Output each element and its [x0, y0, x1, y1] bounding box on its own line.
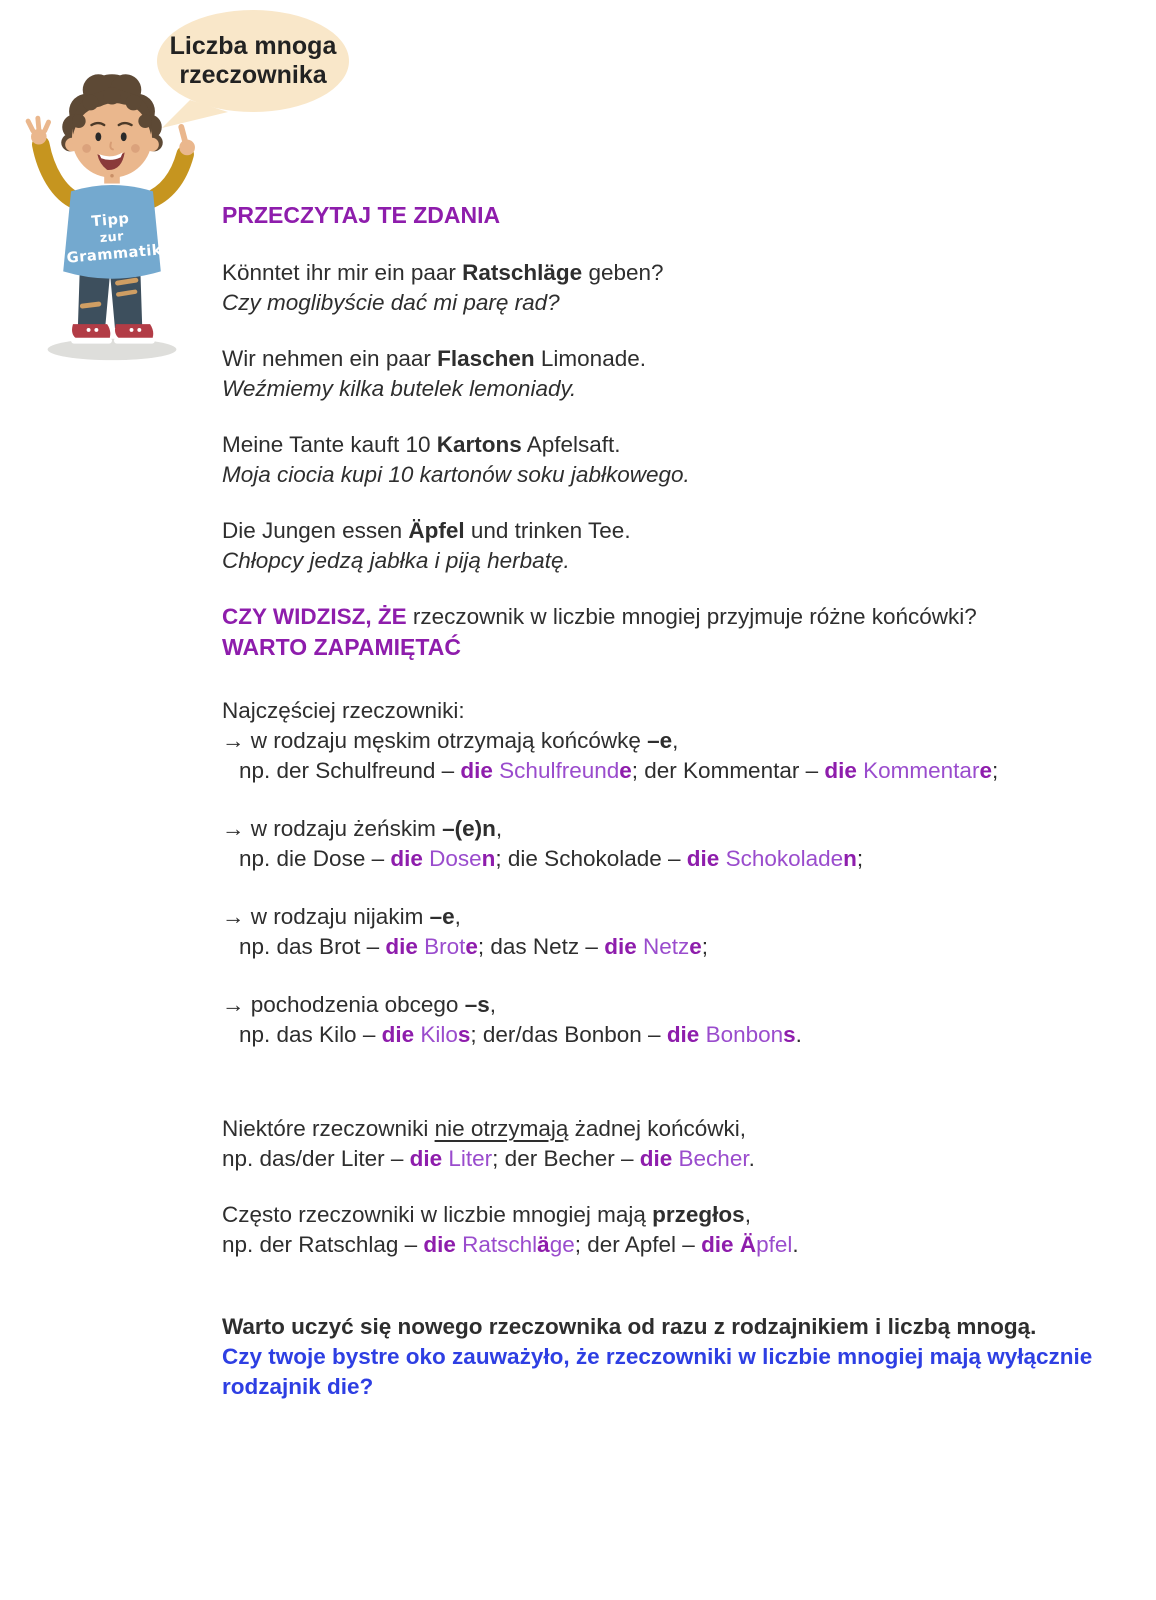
sentence-pair-4 — [222, 516, 1156, 576]
rule-example: np. der Schulfreund – die Schulfreunde; der Kommentar – die Kommentare; — [239, 758, 999, 783]
speech-bubble — [157, 10, 349, 112]
polish-translation: Chłopcy jedzą jabłka i piją herbatę. — [222, 548, 570, 573]
speech-bubble-text: Liczba mnoga — [169, 32, 337, 60]
rule-group-masculine — [222, 696, 1156, 786]
sentence-pair-3 — [222, 430, 1156, 490]
polish-translation: Weźmiemy kilka butelek lemoniady. — [222, 376, 577, 401]
note-umlaut — [222, 1200, 1156, 1260]
german-sentence: Meine Tante kauft 10 Kartons Apfelsaft. — [222, 432, 621, 457]
rule-example: np. das Kilo – die Kilos; der/das Bonbon – die Bonbons. — [239, 1022, 802, 1047]
rules-intro: Najczęściej rzeczowniki: — [222, 698, 465, 723]
sentence-pair-1 — [222, 258, 1156, 318]
note-no-ending — [222, 1114, 1156, 1174]
rule-head: → w rodzaju nijakim –e, — [222, 904, 461, 929]
section-heading-remember: WARTO ZAPAMIĘTAĆ — [222, 634, 461, 660]
advice-note: Warto uczyć się nowego rzeczownika od razu z rodzajnikiem i liczbą mnogą. — [222, 1314, 1037, 1339]
final-question: Czy twoje bystre oko zauważyło, że rzeczowniki w liczbie mnogiej mają wyłącznie rodzajnik die? — [222, 1344, 1093, 1399]
rule-example: np. das Brot – die Brote; das Netz – die Netze; — [239, 934, 709, 959]
speech-bubble-text: rzeczownika — [179, 61, 327, 89]
section-heading-read: PRZECZYTAJ TE ZDANIA — [222, 202, 501, 228]
german-sentence: Wir nehmen ein paar Flaschen Limonade. — [222, 346, 646, 371]
note-line: Niektóre rzeczowniki nie otrzymają żadnej końcówki, — [222, 1116, 746, 1141]
german-sentence: Könntet ihr mir ein paar Ratschläge geben? — [222, 260, 664, 285]
rule-head: → w rodzaju męskim otrzymają końcówkę –e, — [222, 728, 679, 753]
character-shadow — [48, 339, 177, 360]
svg-text:Tipp: Tipp — [90, 209, 131, 231]
sentence-pair-2 — [222, 344, 1156, 404]
note-line: Często rzeczowniki w liczbie mnogiej mają przegłos, — [222, 1202, 751, 1227]
rule-group-foreign — [222, 990, 1156, 1050]
note-example: np. das/der Liter – die Liter; der Becher – die Becher. — [222, 1146, 755, 1171]
observation-question: CZY WIDZISZ, ŻE rzeczownik w liczbie mnogiej przyjmuje różne końcówki? — [222, 604, 977, 629]
lesson-content — [222, 200, 1156, 1402]
rule-head: → w rodzaju żeńskim –(e)n, — [222, 816, 503, 841]
rule-group-feminine — [222, 814, 1156, 874]
rule-group-neuter — [222, 902, 1156, 962]
svg-text:Grammatik: Grammatik — [66, 241, 163, 267]
note-example: np. der Ratschlag – die Ratschläge; der Apfel – die Äpfel. — [222, 1232, 799, 1257]
svg-text:zur: zur — [99, 228, 125, 246]
rule-head: → pochodzenia obcego –s, — [222, 992, 496, 1017]
german-sentence: Die Jungen essen Äpfel und trinken Tee. — [222, 518, 631, 543]
rule-example: np. die Dose – die Dosen; die Schokolade – die Schokoladen; — [239, 846, 864, 871]
polish-translation: Czy moglibyście dać mi parę rad? — [222, 290, 560, 315]
polish-translation: Moja ciocia kupi 10 kartonów soku jabłkowego. — [222, 462, 690, 487]
